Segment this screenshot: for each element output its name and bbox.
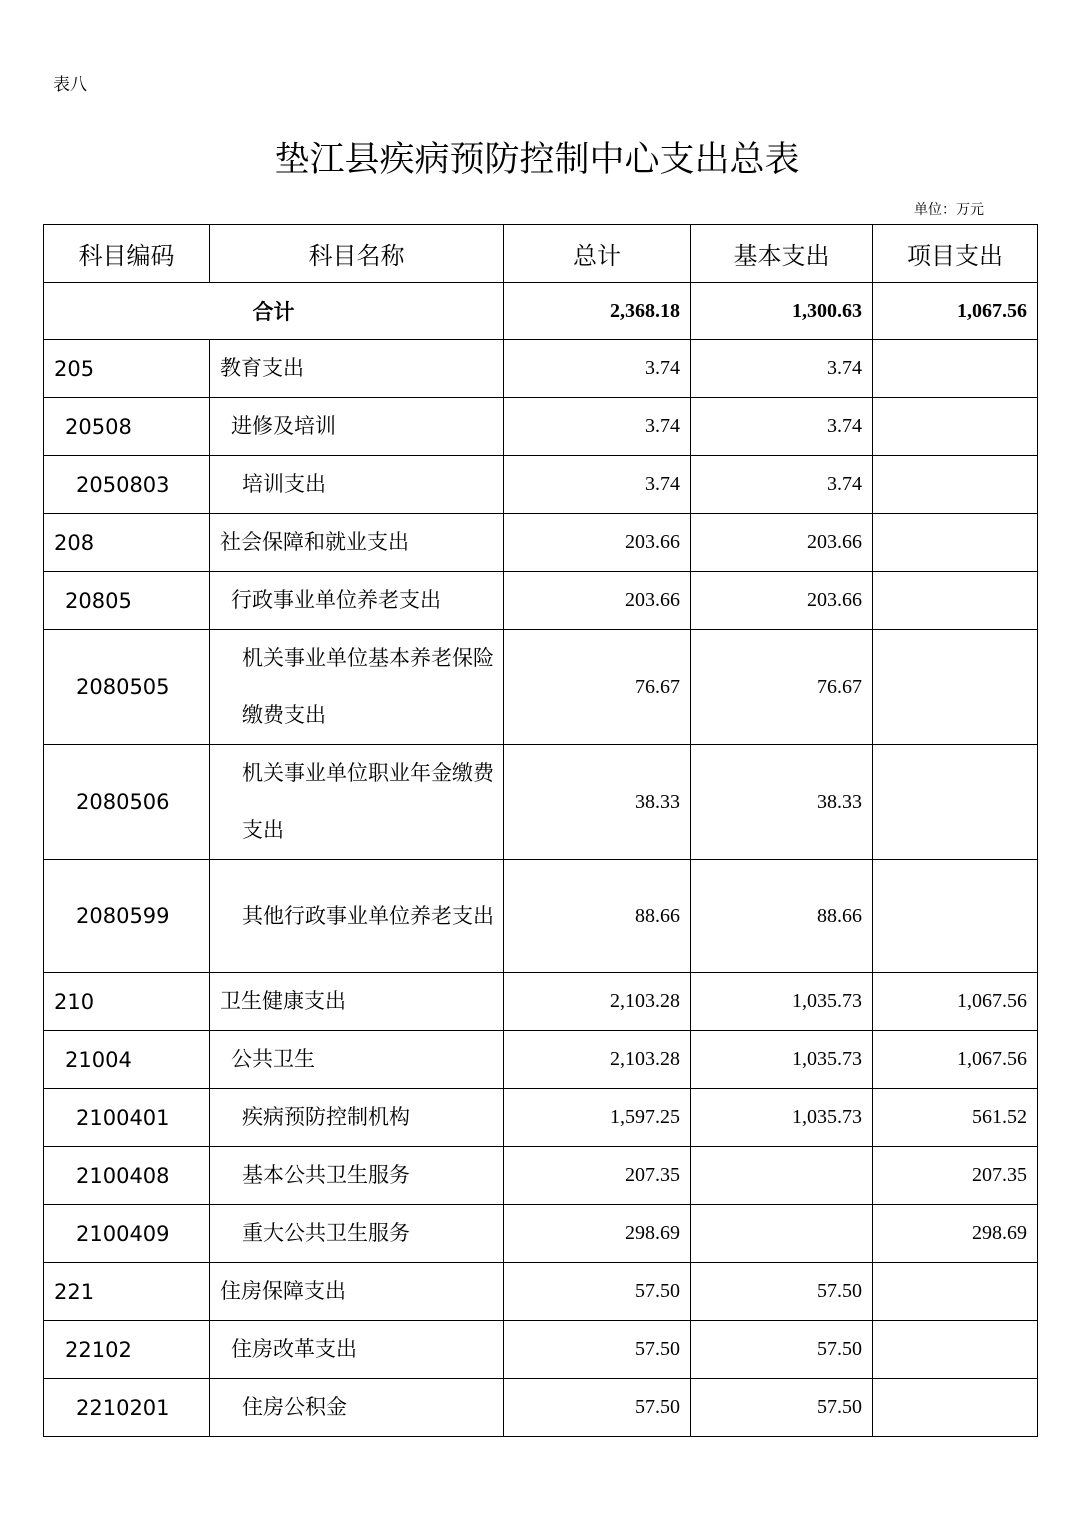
row-total: 3.74: [504, 398, 691, 456]
column-header-name: 科目名称: [210, 225, 504, 283]
total-project: 1,067.56: [873, 283, 1038, 340]
row-name: 住房保障支出: [210, 1263, 504, 1321]
row-project: [873, 860, 1038, 973]
total-basic: 1,300.63: [691, 283, 873, 340]
row-code: 2080505: [44, 630, 210, 745]
row-basic: 1,035.73: [691, 1031, 873, 1089]
column-header-basic: 基本支出: [691, 225, 873, 283]
table-row: [44, 1263, 1038, 1321]
row-basic: 203.66: [691, 514, 873, 572]
row-basic: 1,035.73: [691, 1089, 873, 1147]
table-number-label: 表八: [53, 75, 87, 95]
row-project: 1,067.56: [873, 1031, 1038, 1089]
row-code: 2100409: [44, 1205, 210, 1263]
row-code: 221: [44, 1263, 210, 1321]
row-total: 1,597.25: [504, 1089, 691, 1147]
row-name: 进修及培训: [210, 398, 504, 456]
row-basic: 38.33: [691, 745, 873, 860]
row-name: 培训支出: [210, 456, 504, 514]
column-header-code: 科目编码: [44, 225, 210, 283]
row-project: 1,067.56: [873, 973, 1038, 1031]
table-row: [44, 456, 1038, 514]
row-total: 3.74: [504, 456, 691, 514]
table-row: [44, 1379, 1038, 1437]
row-name: 社会保障和就业支出: [210, 514, 504, 572]
row-name: 住房改革支出: [210, 1321, 504, 1379]
row-total: 3.74: [504, 340, 691, 398]
row-name: 卫生健康支出: [210, 973, 504, 1031]
row-basic: 76.67: [691, 630, 873, 745]
row-total: 88.66: [504, 860, 691, 973]
row-code: 2210201: [44, 1379, 210, 1437]
row-name: 教育支出: [210, 340, 504, 398]
row-basic: [691, 1205, 873, 1263]
unit-label: 单位：万元: [914, 202, 984, 218]
row-code: 208: [44, 514, 210, 572]
row-project: 298.69: [873, 1205, 1038, 1263]
row-name: 基本公共卫生服务: [210, 1147, 504, 1205]
row-code: 2050803: [44, 456, 210, 514]
expenditure-table: [43, 224, 1038, 1437]
row-basic: 57.50: [691, 1321, 873, 1379]
row-project: [873, 630, 1038, 745]
row-project: [873, 514, 1038, 572]
row-total: 298.69: [504, 1205, 691, 1263]
table-header-row: [44, 225, 1038, 283]
row-name: 重大公共卫生服务: [210, 1205, 504, 1263]
row-basic: 57.50: [691, 1263, 873, 1321]
row-project: [873, 456, 1038, 514]
table-row: [44, 1205, 1038, 1263]
row-code: 210: [44, 973, 210, 1031]
row-project: [873, 572, 1038, 630]
table-row: [44, 630, 1038, 745]
row-name: 机关事业单位基本养老保险缴费支出: [210, 630, 504, 745]
row-project: [873, 1321, 1038, 1379]
row-total: 57.50: [504, 1379, 691, 1437]
table-row: [44, 1321, 1038, 1379]
row-project: [873, 1379, 1038, 1437]
table-row: [44, 1089, 1038, 1147]
row-project: [873, 398, 1038, 456]
row-code: 2100401: [44, 1089, 210, 1147]
table-row: [44, 398, 1038, 456]
table-row: [44, 860, 1038, 973]
row-total: 203.66: [504, 572, 691, 630]
row-name: 疾病预防控制机构: [210, 1089, 504, 1147]
table-row: [44, 572, 1038, 630]
row-code: 2080506: [44, 745, 210, 860]
row-project: 561.52: [873, 1089, 1038, 1147]
table-row: [44, 1031, 1038, 1089]
row-total: 57.50: [504, 1263, 691, 1321]
row-basic: 3.74: [691, 398, 873, 456]
row-code: 205: [44, 340, 210, 398]
column-header-total: 总计: [504, 225, 691, 283]
row-basic: 57.50: [691, 1379, 873, 1437]
total-label: 合计: [44, 283, 504, 340]
row-code: 20508: [44, 398, 210, 456]
row-basic: 88.66: [691, 860, 873, 973]
row-total: 2,103.28: [504, 973, 691, 1031]
row-code: 20805: [44, 572, 210, 630]
row-project: [873, 340, 1038, 398]
row-basic: 203.66: [691, 572, 873, 630]
row-code: 21004: [44, 1031, 210, 1089]
row-basic: 3.74: [691, 340, 873, 398]
table-row: [44, 1147, 1038, 1205]
row-basic: 3.74: [691, 456, 873, 514]
row-basic: [691, 1147, 873, 1205]
row-project: 207.35: [873, 1147, 1038, 1205]
row-name: 行政事业单位养老支出: [210, 572, 504, 630]
row-name: 机关事业单位职业年金缴费支出: [210, 745, 504, 860]
page-title: 垫江县疾病预防控制中心支出总表: [274, 140, 800, 180]
row-name: 其他行政事业单位养老支出: [210, 860, 504, 973]
row-total: 203.66: [504, 514, 691, 572]
row-total: 57.50: [504, 1321, 691, 1379]
table-row: [44, 973, 1038, 1031]
row-total: 2,103.28: [504, 1031, 691, 1089]
row-total: 76.67: [504, 630, 691, 745]
column-header-project: 项目支出: [873, 225, 1038, 283]
row-total: 38.33: [504, 745, 691, 860]
table-row: [44, 514, 1038, 572]
total-amount: 2,368.18: [504, 283, 691, 340]
total-row: [44, 283, 1038, 340]
row-total: 207.35: [504, 1147, 691, 1205]
row-code: 22102: [44, 1321, 210, 1379]
row-code: 2100408: [44, 1147, 210, 1205]
row-name: 住房公积金: [210, 1379, 504, 1437]
row-name: 公共卫生: [210, 1031, 504, 1089]
row-project: [873, 1263, 1038, 1321]
row-project: [873, 745, 1038, 860]
row-basic: 1,035.73: [691, 973, 873, 1031]
table-row: [44, 340, 1038, 398]
row-code: 2080599: [44, 860, 210, 973]
table-row: [44, 745, 1038, 860]
